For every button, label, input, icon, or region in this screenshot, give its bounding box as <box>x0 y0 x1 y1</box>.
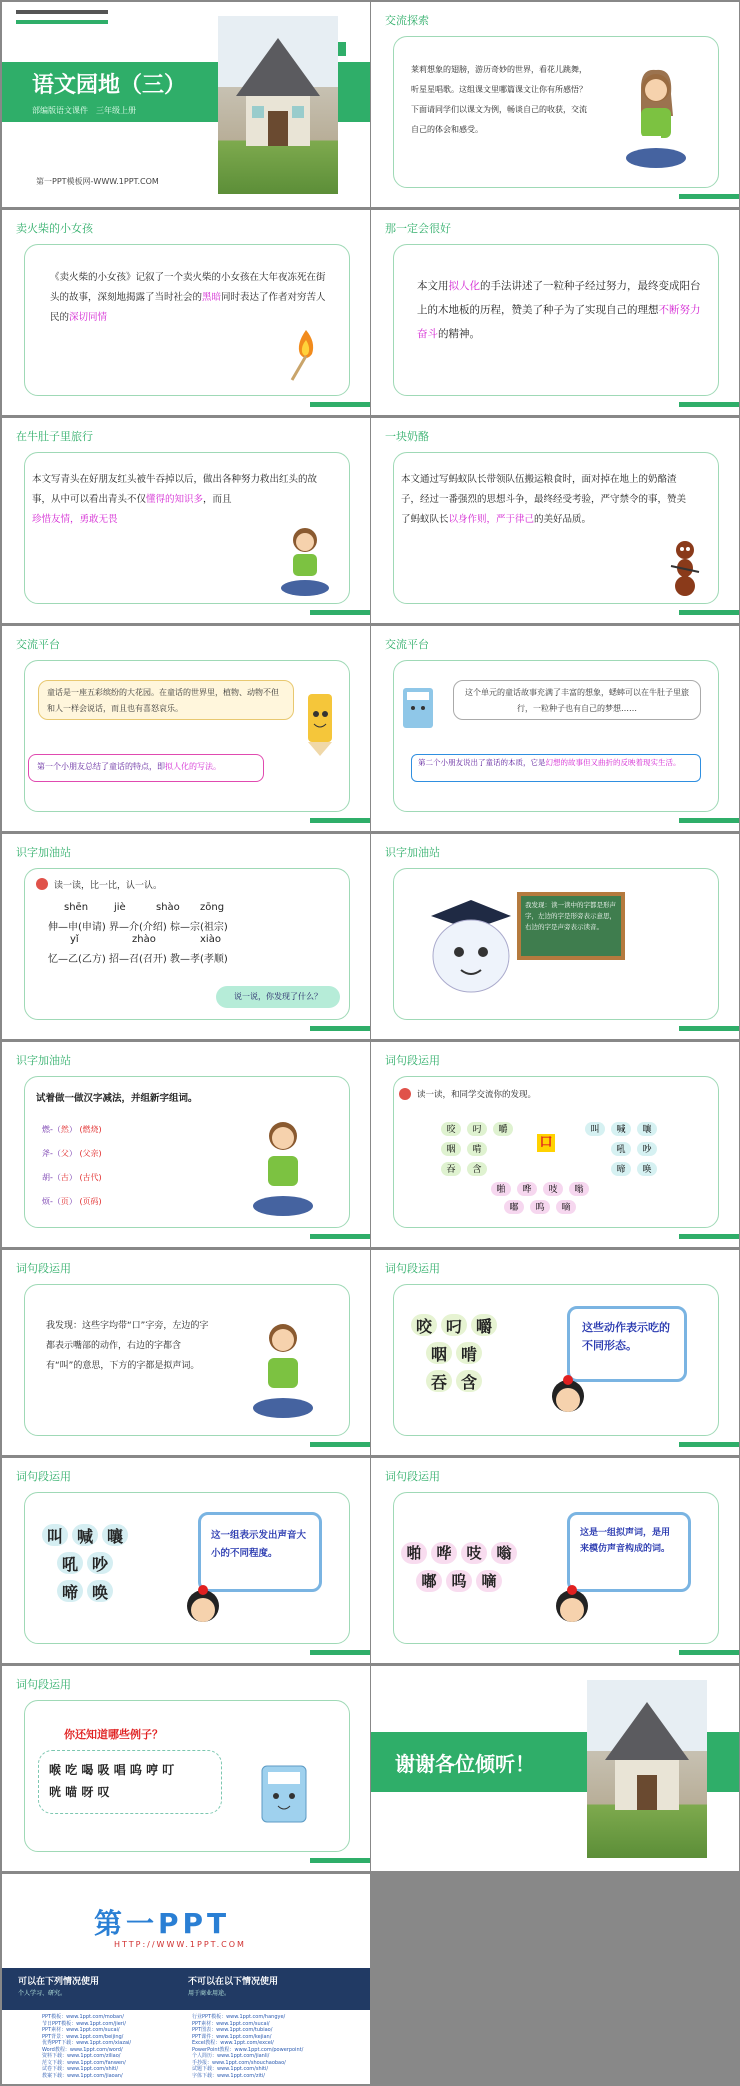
word-bubble: 啼 <box>611 1162 631 1176</box>
slide-exchange-2[interactable] <box>371 626 739 831</box>
highlight-answer: 以身作则，严于律己 <box>448 514 535 525</box>
word-bubble: 喊 <box>611 1122 631 1136</box>
seed-text-part: 本文用 <box>417 280 449 292</box>
section-head: 读一读，和同学交流你的发现。 <box>417 1090 537 1100</box>
link-item[interactable]: PPT图表：www.1ppt.com/tubiao/ <box>192 2027 273 2033</box>
link-item[interactable]: 手抄报：www.1ppt.com/shouchaobao/ <box>192 2059 286 2066</box>
char-bubble: 嘟 <box>416 1570 442 1592</box>
house-image <box>587 1680 707 1858</box>
slide-words-4[interactable] <box>2 1458 370 1663</box>
slide-words-2[interactable] <box>2 1250 370 1455</box>
slide-title[interactable] <box>2 2 370 207</box>
char-bubble: 啼 <box>57 1580 83 1602</box>
word-bubble: 咬 <box>441 1122 461 1136</box>
link-item[interactable]: PPT素材：www.1ppt.com/sucai/ <box>192 2020 270 2027</box>
slide-literacy-2[interactable] <box>371 834 739 1039</box>
answer-word: (页码) <box>79 1197 102 1206</box>
highlight-answer: 拟人化的写法。 <box>165 762 221 771</box>
word-bubble: 含 <box>467 1162 487 1176</box>
subtraction-row: 胡-（古） (古代) <box>42 1173 102 1182</box>
girl-cartoon-icon <box>547 1584 597 1638</box>
section-head: 读一读，比一比，认一认。 <box>54 881 163 891</box>
char-pair: 教—孝(孝顺) <box>170 954 228 965</box>
char-pair: 伸—申(申请) <box>48 922 106 933</box>
word-bubble: 叼 <box>467 1122 487 1136</box>
slide-heading: 交流探索 <box>385 14 429 27</box>
word-bubble: 吼 <box>611 1142 631 1156</box>
char-bubble: 叼 <box>441 1314 467 1336</box>
slide-literacy-3[interactable] <box>2 1042 370 1247</box>
link-item[interactable]: 优秀PPT下载：www.1ppt.com/xiazai/ <box>42 2040 132 2046</box>
sign-board <box>567 1306 687 1382</box>
right-link-list <box>192 2014 303 2079</box>
slide-heading: 词句段运用 <box>385 1470 440 1483</box>
can-use-title: 可以在下列情况使用 <box>18 1977 100 1987</box>
char-bubble: 嚼 <box>471 1314 497 1336</box>
slide-heading: 卖火柴的小女孩 <box>16 222 93 235</box>
link-item[interactable]: 节日PPT模板：www.1ppt.com/jieri/ <box>42 2020 126 2027</box>
answer-char: 页 <box>60 1197 69 1206</box>
house-image <box>218 16 338 194</box>
char-bubble: 咽 <box>426 1342 452 1364</box>
section-head: 试着做一做汉字减法，并组新字组词。 <box>36 1093 198 1104</box>
slide-ppt-info[interactable] <box>2 1874 370 2084</box>
word-bubble: 唤 <box>637 1162 657 1176</box>
explore-text: 莱莉想象的翅膀，游历奇妙的世界，看花儿跳舞，听星星唱歌。这组课文里哪篇课文让你有所感悟？下面请同学们以课文为例，畅谈自己的收获，交流自己的体会和感受。 <box>411 65 587 134</box>
slide-subtitle: 部编版语文课件 三年级上册 <box>32 106 136 115</box>
subtraction-row: 燃-（然） (燃烧) <box>42 1125 102 1134</box>
center-char: 口 <box>537 1134 555 1152</box>
tooth-teacher-icon <box>421 896 521 1010</box>
read-icon <box>399 1088 411 1100</box>
example-box <box>38 1750 222 1814</box>
slide-seed[interactable] <box>371 210 739 415</box>
seed-text <box>417 274 707 346</box>
reading-girl-image <box>621 66 691 180</box>
slide-cow[interactable] <box>2 418 370 623</box>
word-bubble: 啪 <box>491 1182 511 1196</box>
slide-heading: 在牛肚子里旅行 <box>16 430 93 443</box>
link-item[interactable]: 个人简历：www.1ppt.com/jianli/ <box>192 2053 270 2059</box>
cheese-text-part: 的美好品质。 <box>534 514 592 525</box>
speech-box <box>38 680 294 720</box>
discussion-bubble: 说一说，你发现了什么？ <box>216 986 340 1008</box>
cannot-use-detail: 用于商业用途。 <box>188 1990 231 1997</box>
char-row-2 <box>48 950 228 965</box>
seed-text-part: 的精神。 <box>438 328 480 340</box>
reading-girl-image <box>278 522 332 606</box>
char-bubble: 喊 <box>72 1524 98 1546</box>
link-item[interactable]: 字体下载：www.1ppt.com/ziti/ <box>192 2072 265 2079</box>
highlight-answer: 珍惜友情，勇敢无畏 <box>32 514 118 525</box>
seed-text-part: 的手法讲述了一粒种子经过努力，最终变成阳台上的木地板的历程，赞美了种子为了实现自己的理想 <box>417 280 701 316</box>
slide-heading: 识字加油站 <box>385 846 440 859</box>
story-text-part: 同时表达了作者对穷苦人民的 <box>50 292 326 323</box>
link-item[interactable]: 试题下载：www.1ppt.com/shiti/ <box>192 2066 269 2072</box>
word-bubble: 呜 <box>530 1200 550 1214</box>
slide-heading: 识字加油站 <box>16 846 71 859</box>
word-bubble: 嗡 <box>569 1182 589 1196</box>
link-item[interactable]: PPT素材：www.1ppt.com/sucai/ <box>42 2027 120 2033</box>
board-text: 我发现：读一读中的字都是形声字，左边的字是形旁表示意思，右边的字是声旁表示读音。 <box>525 901 616 931</box>
char-bubble: 哗 <box>431 1542 457 1564</box>
summary-box <box>28 754 264 782</box>
highlight-answer: 拟人化 <box>448 280 480 292</box>
link-item[interactable]: Excel教程：www.1ppt.com/excel/ <box>192 2040 274 2046</box>
char-bubble: 啃 <box>456 1342 482 1364</box>
word-bubble: 嘟 <box>504 1200 524 1214</box>
pinyin: shào <box>156 902 180 913</box>
sign-board <box>198 1512 322 1592</box>
example-line: 喉 吃 喝 吸 唱 呜 哼 叮 <box>49 1763 175 1777</box>
word-bubble: 吱 <box>543 1182 563 1196</box>
highlight-answer: 懂得的知识多 <box>146 494 204 505</box>
slide-exchange-1[interactable] <box>2 626 370 831</box>
thanks-text: 谢谢各位倾听！ <box>395 1752 535 1776</box>
ant-icon <box>663 538 707 602</box>
slide-heading: 识字加油站 <box>16 1054 71 1067</box>
pinyin: xiào <box>200 934 221 945</box>
highlight-answer: 黑暗 <box>202 292 222 303</box>
link-item[interactable]: 范文下载：www.1ppt.com/fanwen/ <box>42 2059 126 2066</box>
slide-heading: 词句段运用 <box>16 1470 71 1483</box>
slide-heading: 那一定会很好 <box>385 222 451 235</box>
char-bubble: 咬 <box>411 1314 437 1336</box>
link-item[interactable]: PPT课件：www.1ppt.com/kejian/ <box>192 2033 272 2040</box>
read-icon <box>36 878 48 890</box>
ppt-logo: 第一PPT <box>94 1907 231 1940</box>
highlight-answer: 不断努力奋斗 <box>417 304 701 340</box>
cannot-use-title: 不可以在以下情况使用 <box>188 1977 279 1987</box>
speech-text: 童话是一座五彩缤纷的大花园。在童话的世界里，植物、动物不但和人一样会说话，而且也有喜怒哀乐。 <box>47 688 279 713</box>
char-bubble: 唤 <box>87 1580 113 1602</box>
word-bubble: 啃 <box>467 1142 487 1156</box>
char-bubble: 嘀 <box>476 1570 502 1592</box>
slide-words-1[interactable] <box>371 1042 739 1247</box>
char-bubble: 吵 <box>87 1552 113 1574</box>
highlight-answer: 幻想的故事但又曲折的反映着现实生活。 <box>545 758 681 767</box>
pinyin: jiè <box>114 902 126 913</box>
word-bubble: 吵 <box>637 1142 657 1156</box>
formula: 胡- <box>42 1173 53 1182</box>
slide-heading: 词句段运用 <box>385 1054 440 1067</box>
pinyin: shēn <box>64 902 89 913</box>
slide-explore[interactable] <box>371 2 739 207</box>
char-pair: 忆—乙(乙方) <box>48 954 106 965</box>
slide-words-3[interactable] <box>371 1250 739 1455</box>
char-bubble: 吼 <box>57 1552 83 1574</box>
story-text-part: 《卖火柴的小女孩》记叙了一个卖火柴的小女孩在大年夜冻死在街头的故事，深刻地揭露了当时社会的 <box>50 272 326 303</box>
slide-words-5[interactable] <box>371 1458 739 1663</box>
subtraction-list <box>42 1118 102 1214</box>
answer-char: 古 <box>60 1173 69 1182</box>
char-bubble: 含 <box>456 1370 482 1392</box>
sign-text: 这是一组拟声词，是用来模仿声音构成的词。 <box>580 1528 671 1554</box>
cow-text-part: ，而且 <box>203 494 232 505</box>
sign-text: 这一组表示发出声音大小的不同程度。 <box>211 1530 307 1559</box>
word-bubble: 咽 <box>441 1142 461 1156</box>
link-item[interactable]: 资料下载：www.1ppt.com/ziliao/ <box>42 2053 121 2059</box>
slide-heading: 交流平台 <box>385 638 429 651</box>
chalkboard <box>517 892 625 960</box>
slide-cheese[interactable] <box>371 418 739 623</box>
word-bubble: 嚼 <box>493 1122 513 1136</box>
cow-text <box>32 470 318 530</box>
slide-heading: 词句段运用 <box>16 1262 71 1275</box>
link-item[interactable]: PPT模板：www.1ppt.com/moban/ <box>42 2014 124 2020</box>
speech-text: 这个单元的童话故事充满了丰富的想象，蟋蟀可以在牛肚子里旅行，一粒种子也有自己的梦想…… <box>465 688 689 713</box>
char-bubble: 吞 <box>426 1370 452 1392</box>
pencil-icon <box>298 688 342 762</box>
link-item[interactable]: 试卷下载：www.1ppt.com/shiti/ <box>42 2066 119 2072</box>
char-bubble: 啪 <box>401 1542 427 1564</box>
slide-words-6[interactable] <box>2 1666 370 1871</box>
link-item[interactable]: PPT背景：www.1ppt.com/beijing/ <box>42 2033 124 2040</box>
book-icon <box>256 1762 316 1836</box>
link-item[interactable]: 行业PPT模板：www.1ppt.com/hangye/ <box>192 2014 286 2020</box>
usage-bar <box>2 1968 370 2010</box>
char-bubble: 嗡 <box>491 1542 517 1564</box>
formula: 燃- <box>42 1125 53 1134</box>
word-bubble: 嚷 <box>637 1122 657 1136</box>
can-use-detail: 个人学习、研究。 <box>18 1990 67 1997</box>
word-bubble: 吞 <box>441 1162 461 1176</box>
summary-text: 第二个小朋友说出了童话的本质，它是 <box>418 758 546 767</box>
girl-cartoon-icon <box>178 1584 228 1638</box>
char-pair: 棕—宗(祖宗) <box>170 922 228 933</box>
char-pair: 界—介(介绍) <box>109 922 167 933</box>
slide-heading: 一块奶酪 <box>385 430 429 443</box>
footer-text: 第一PPT模板网-WWW.1PPT.COM <box>36 177 159 186</box>
match-icon <box>286 322 326 386</box>
char-row-1 <box>48 918 228 933</box>
summary-text: 第一个小朋友总结了童话的特点，即 <box>37 762 165 771</box>
pinyin: zhào <box>132 934 156 945</box>
link-item[interactable]: 教案下载：www.1ppt.com/jiaoan/ <box>42 2072 123 2079</box>
left-link-list <box>42 2014 131 2079</box>
summary-box <box>411 754 701 782</box>
slide-heading: 词句段运用 <box>16 1678 71 1691</box>
link-item[interactable]: Word教程：www.1ppt.com/word/ <box>42 2046 123 2053</box>
story-text <box>50 268 330 328</box>
char-bubble: 吱 <box>461 1542 487 1564</box>
pinyin: zōng <box>200 902 225 913</box>
answer-char: 父 <box>60 1149 69 1158</box>
book-icon <box>399 684 439 744</box>
house-drawing <box>218 16 338 194</box>
question-text: 你还知道哪些例子？ <box>64 1728 163 1741</box>
subtraction-row: 斧-（父） (父亲) <box>42 1149 102 1158</box>
word-bubble: 嘀 <box>556 1200 576 1214</box>
word-bubble: 叫 <box>585 1122 605 1136</box>
reading-girl-image <box>248 1114 318 1228</box>
answer-word: (燃烧) <box>79 1125 102 1134</box>
girl-cartoon-icon <box>543 1374 593 1428</box>
slide-thanks[interactable] <box>371 1666 739 1871</box>
cheese-text-part: 本文通过写蚂蚁队长带领队伍搬运粮食时，面对掉在地上的奶酪渣子，经过一番强烈的思想斗争，最终经受考验，严守禁令的事，赞美了蚂蚁队长 <box>401 474 687 525</box>
word-bubble: 哗 <box>517 1182 537 1196</box>
slide-heading: 交流平台 <box>16 638 60 651</box>
char-pair: 招—召(召开) <box>109 954 167 965</box>
answer-char: 然 <box>60 1125 69 1134</box>
char-bubble: 嚷 <box>102 1524 128 1546</box>
example-line: 咣 喵 呀 叹 <box>49 1785 110 1799</box>
char-bubble: 叫 <box>42 1524 68 1546</box>
slide-title-text: 语文园地（三） <box>32 73 187 98</box>
pinyin: yǐ <box>70 934 79 945</box>
speech-box <box>453 680 701 720</box>
sign-board <box>567 1512 691 1592</box>
sign-text: 这些动作表示吃的不同形态。 <box>582 1321 670 1352</box>
house-drawing <box>587 1680 707 1858</box>
formula: 斧- <box>42 1149 53 1158</box>
cheese-text <box>401 470 691 530</box>
finding-text: 我发现：这些字均带“口”字旁，左边的字都表示嘴部的动作，右边的字都含有“叫”的意思，下方的字都是拟声词。 <box>46 1321 209 1371</box>
link-item[interactable]: PowerPoint教程：www.1ppt.com/powerpoint/ <box>192 2046 304 2053</box>
formula: 烦- <box>42 1197 53 1206</box>
slide-literacy-1[interactable] <box>2 834 370 1039</box>
answer-word: (父亲) <box>79 1149 102 1158</box>
highlight-answer: 深切同情 <box>69 312 108 323</box>
ppt-url: HTTP://WWW.1PPT.COM <box>114 1940 246 1949</box>
slide-heading: 词句段运用 <box>385 1262 440 1275</box>
slide-match-girl[interactable] <box>2 210 370 415</box>
cow-text-part: 本文写青头在好朋友红头被牛吞掉以后，做出各种努力救出红头的故事，从中可以看出青头不仅 <box>32 474 318 505</box>
subtraction-row: 烦-（页） (页码) <box>42 1197 102 1206</box>
char-bubble: 呜 <box>446 1570 472 1592</box>
answer-word: (古代) <box>79 1173 102 1182</box>
reading-girl-image <box>248 1316 318 1430</box>
